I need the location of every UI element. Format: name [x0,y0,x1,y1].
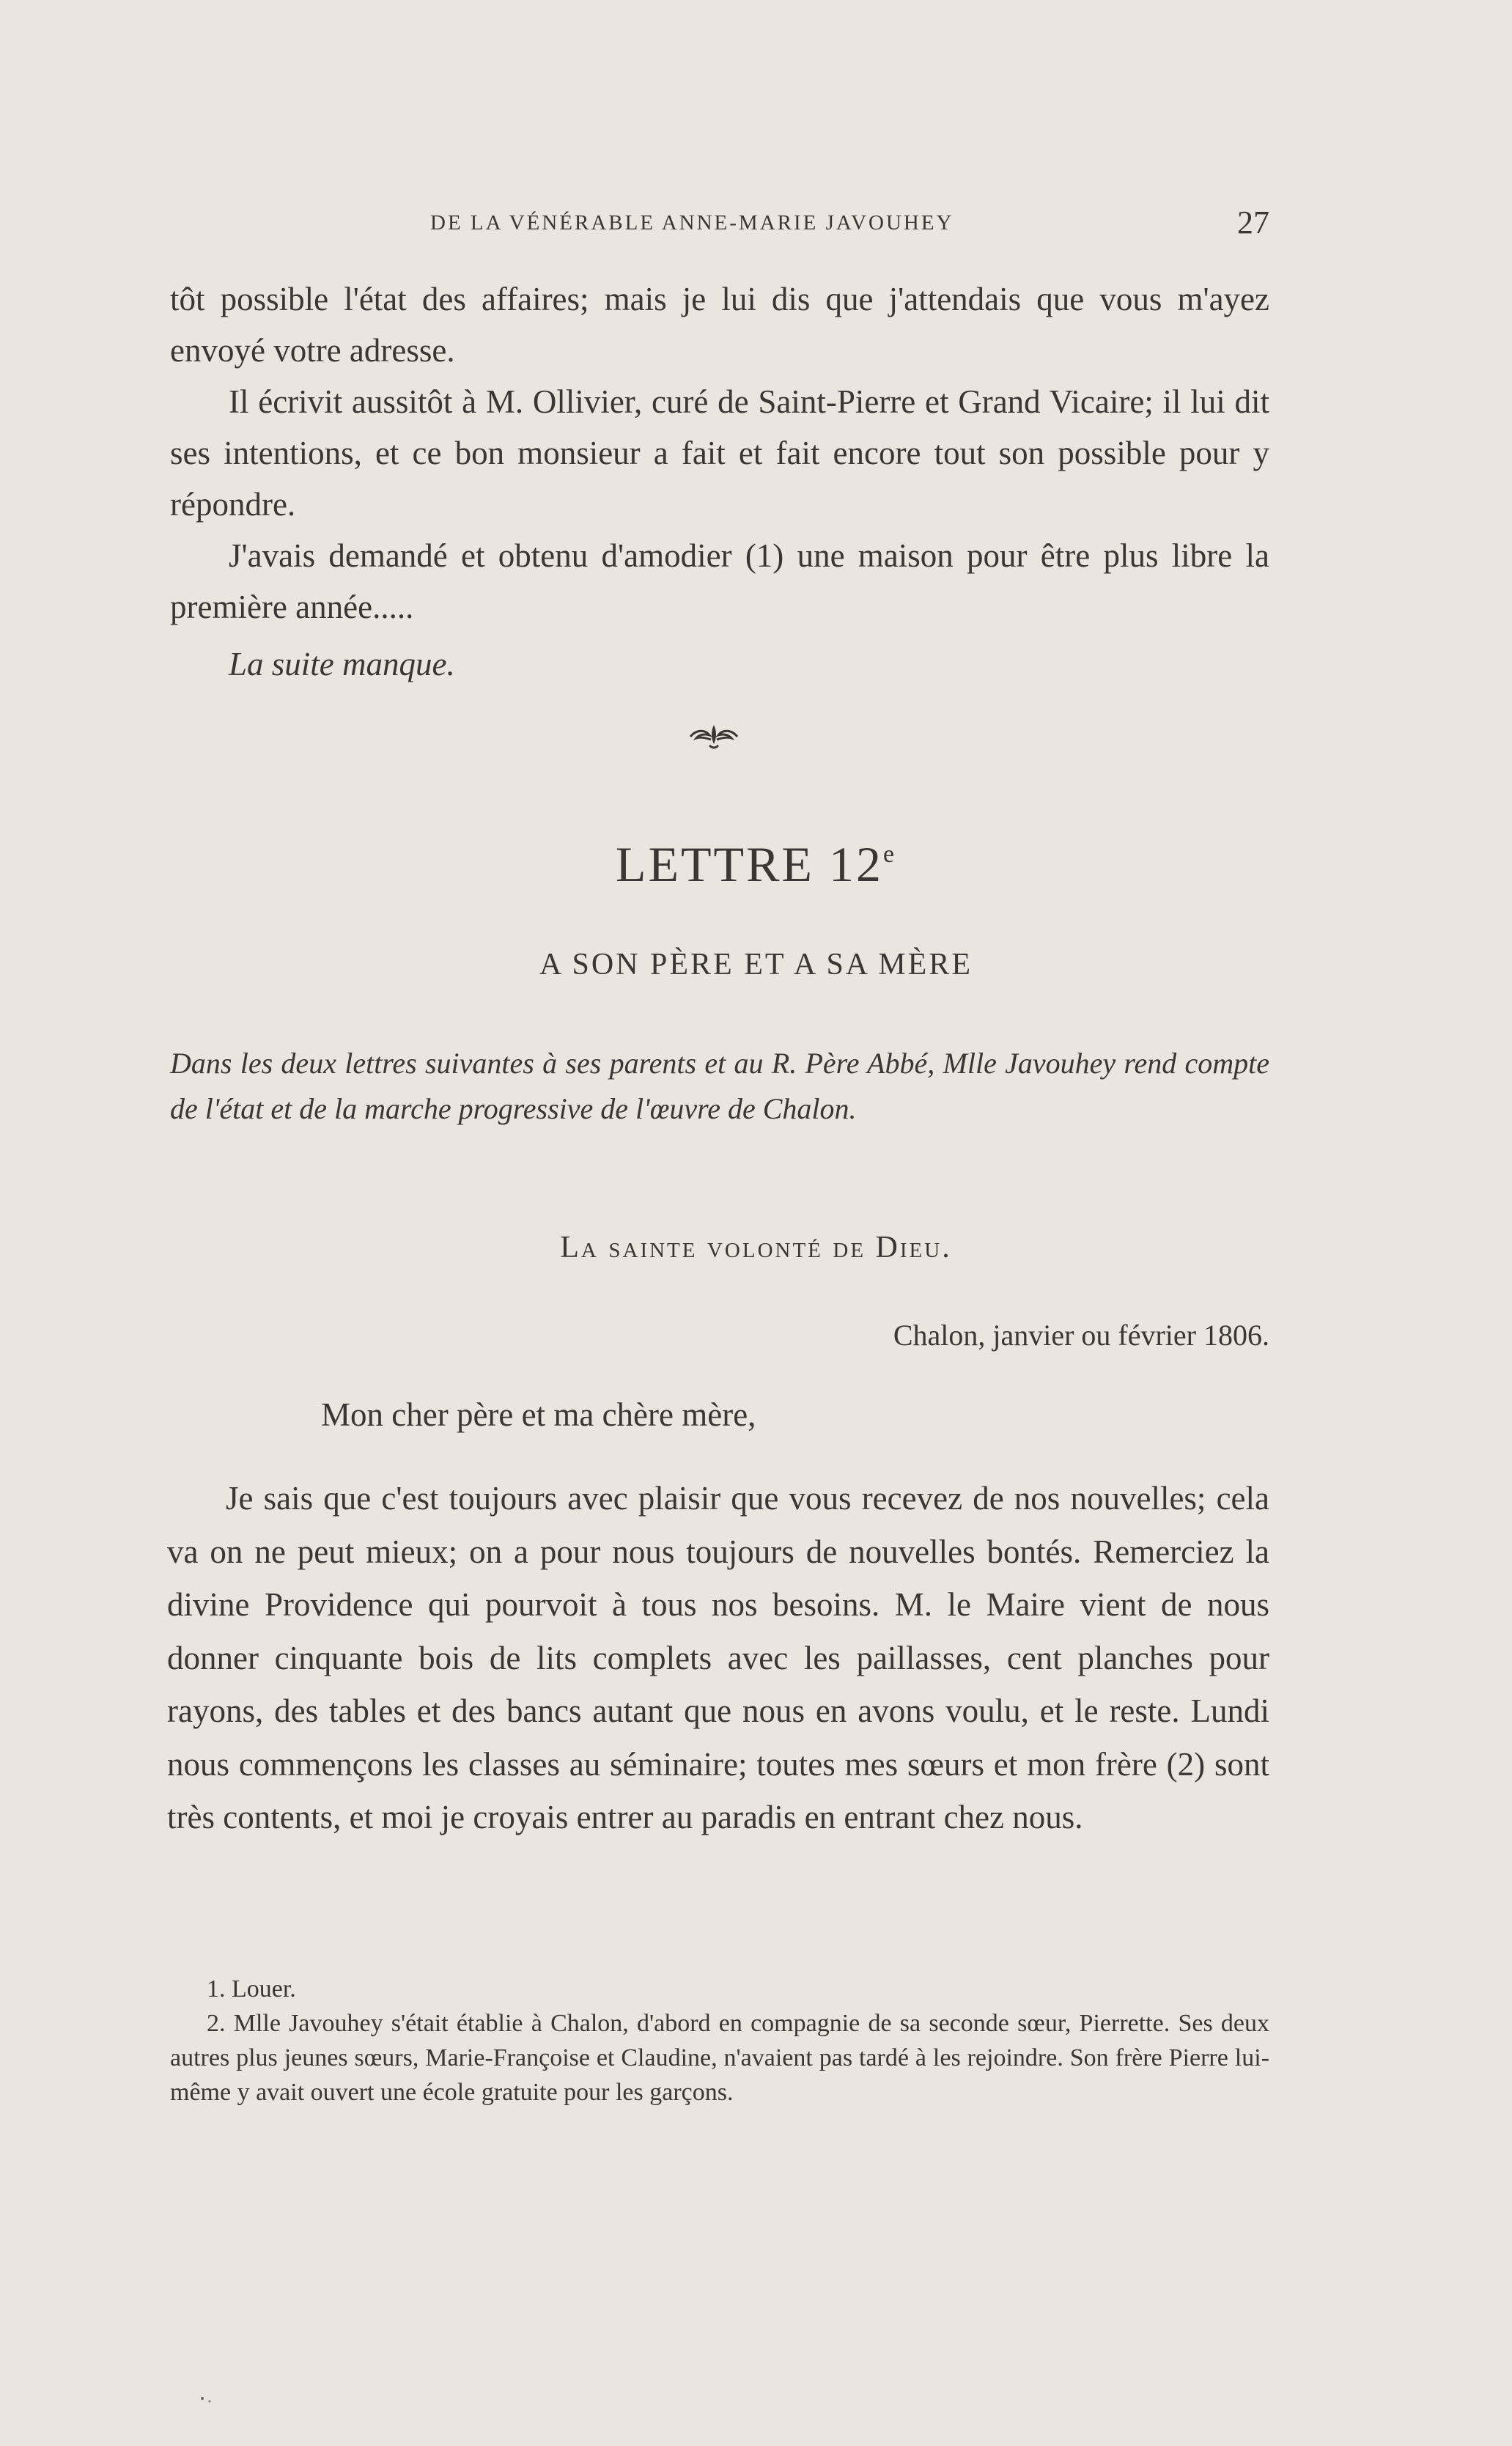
editorial-note: La suite manque. [229,646,455,682]
letter-summary: Dans les deux lettres suivantes à ses parents et au R. Père Abbé, Mlle Javouhey rend compte de l'état et de la marche progressive de l'œuvre de Chalon. [170,1047,1269,1125]
running-head [170,204,1269,240]
page-number: 27 [1237,205,1269,240]
paragraph: Je sais que c'est toujours avec plaisir que vous recevez de nos nouvelles; cela va on ne peut mieux; on a pour nous toujours de nouvelles bontés. Remerciez la divine Providence qui pourvoit à tous nos besoins. M. le Maire vient de nous donner cinquante bois de lits complets avec les paillasses, cent planches pour rayons, des tables et des bancs autant que nous en avons voulu, et le reste. Lundi nous commençons les classes au séminaire; toutes mes sœurs et mon frère (2) sont très contents, et moi je croyais entrer au paradis en entrant chez nous. [167,1480,1269,1835]
letter-dateline: Chalon, janvier ou février 1806. [893,1319,1269,1352]
paper-speck-icon [199,2395,217,2404]
paragraph-continued: tôt possible l'état des affaires; mais je lui dis que j'attendais que vous m'ayez envoyé votre adresse. [170,281,1269,369]
paragraph: Il écrivit aussitôt à M. Ollivier, curé de Saint-Pierre et Grand Vicaire; il lui dit ses intentions, et ce bon monsieur a fait et fait encore tout son possible pour y répondre. [170,383,1269,523]
running-head-title: DE LA VÉNÉRABLE ANNE-MARIE JAVOUHEY [430,211,954,235]
letter-heading-ordinal: e [882,841,897,868]
letter-motto: La sainte volonté de Dieu. [560,1231,952,1264]
footnote-2: 2. Mlle Javouhey s'était établie à Chalon, d'abord en compagnie de sa seconde sœur, Pierrette. Ses deux autres plus jeunes sœurs, Marie-Françoise et Claudine, n'avaient pas tardé à les rejoindre. Son frère Pierre lui-même y avait ouvert une école gratuite pour les garçons. [170,2010,1269,2106]
fleuron-ornament-icon [689,722,739,751]
paragraph: J'avais demandé et obtenu d'amodier (1) une maison pour être plus libre la première année..... [170,537,1269,625]
letter-body [167,1472,1269,1844]
letter-heading-text: LETTRE 12 [615,836,883,892]
letter-addressee: A SON PÈRE ET A SA MÈRE [539,948,973,981]
letter-heading [0,836,1512,894]
footnotes [170,1972,1269,2110]
previous-letter-text [170,273,1269,690]
footnote-1: 1. Louer. [207,1975,296,2003]
letter-salutation: Mon cher père et ma chère mère, [321,1396,756,1433]
